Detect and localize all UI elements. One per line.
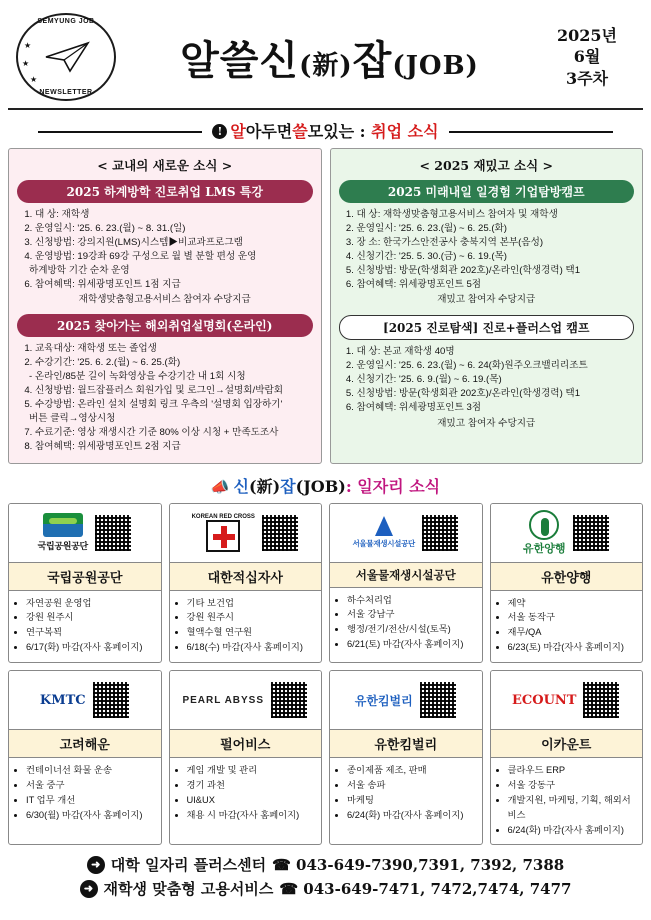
list-item: • 마케팅 xyxy=(347,793,476,808)
title-paren-2: (JOB) xyxy=(392,50,479,81)
list-item: • 종이제품 제조, 판매 xyxy=(347,763,476,778)
jobs-banner-2: 잡 xyxy=(280,476,296,496)
water-drop-logo-icon xyxy=(375,516,393,536)
list-item: • 자연공원 운영업 xyxy=(26,596,155,611)
qr-code-icon[interactable] xyxy=(419,681,457,719)
list-item: • 서울 동작구 xyxy=(508,610,637,625)
company-name: 국립공원공단 xyxy=(9,562,161,591)
company-logo xyxy=(170,671,322,729)
list-item: 3. 신청방법: 강의지원(LMS)시스템▶비교과프로그램 xyxy=(35,236,315,250)
list-item: 5. 신청방법: 방문(학생회관 202호)/온라인(학생경력) 택1 xyxy=(357,264,637,278)
job-cards-grid xyxy=(8,503,643,846)
company-name: 대한적십자사 xyxy=(170,562,322,591)
jobs-banner-paren-2: (JOB) xyxy=(295,476,346,496)
list-item: 5. 신청방법: 방문(학생회관 202호)/온라인(학생경력) 택1 xyxy=(357,387,637,401)
list-note: 버튼 클릭→영상시청 xyxy=(29,412,116,424)
list-item: 3. 장 소: 한국가스안전공사 충북지역 본부(음성) xyxy=(357,236,637,250)
title-main: 알쓸신 xyxy=(180,36,300,84)
issue-week: 3주차 xyxy=(565,68,609,88)
list-item: 1. 대 상: 재학생 xyxy=(35,208,315,222)
list-item: • 기타 보건업 xyxy=(187,596,316,611)
list-note: 하계방학 기간 순차 운영 xyxy=(29,264,130,276)
list-item: • 서울 송파 xyxy=(347,778,476,793)
star-icon: ★ xyxy=(22,59,30,68)
list-item: • 6/17(화) 마감(자사 홈페이지) xyxy=(26,640,155,655)
list-item: 2. 운영일시: '25. 6. 23.(월) ~ 6. 25.(화) xyxy=(357,222,637,236)
list-item: • 재무/QA xyxy=(508,625,637,640)
paper-plane-icon xyxy=(44,41,90,73)
qr-code-icon[interactable] xyxy=(92,681,130,719)
footer-phone-1: ☎ 043-649-7390,7391, 7392, 7388 xyxy=(272,855,565,874)
arrow-right-icon: ➜ xyxy=(80,880,98,898)
company-logo xyxy=(170,504,322,562)
job-card[interactable] xyxy=(490,503,644,664)
logo-label: 유한양행 xyxy=(522,542,566,555)
list-item: • 행정/전기/전산/시설(토목) xyxy=(347,622,476,637)
logo-label: KOREAN RED CROSS xyxy=(191,513,255,520)
company-name: 고려해운 xyxy=(9,729,161,758)
qr-code-icon[interactable] xyxy=(94,514,132,552)
arrow-right-icon: ➜ xyxy=(87,856,105,874)
job-card[interactable] xyxy=(490,670,644,845)
overseas-program-list xyxy=(15,342,315,453)
list-item: • UI&UX xyxy=(187,793,316,808)
list-item: • 서울 중구 xyxy=(26,778,155,793)
list-item: 4. 신청기간: '25. 5. 30.(금) ~ 6. 19.(목) xyxy=(357,250,637,264)
qr-code-icon[interactable] xyxy=(572,514,610,552)
lms-program-note: 재학생맞춤형고용서비스 참여자 수당지급 xyxy=(78,294,251,306)
jobs-banner-3: : 일자리 소식 xyxy=(345,476,441,496)
list-item: 1. 교육대상: 재학생 또는 졸업생 xyxy=(35,342,315,356)
list-item: • 6/30(월) 마감(자사 홈페이지) xyxy=(26,808,155,823)
company-logo xyxy=(491,671,643,729)
company-logo xyxy=(330,504,482,562)
qr-code-icon[interactable] xyxy=(421,514,459,552)
company-tour-title: 2025 미래내일 일경험 기업탐방캠프 xyxy=(339,180,635,203)
list-item: 6. 참여혜택: 위세광명포인트 3점 xyxy=(357,401,637,415)
header xyxy=(8,6,643,110)
title-mid: 잡 xyxy=(352,36,393,84)
career-camp-note: 재밌고 참여자 수당지급 xyxy=(437,417,536,429)
company-tour-list xyxy=(337,208,637,291)
list-item: • 서울 강남구 xyxy=(347,607,476,622)
list-item: 6. 참여혜택: 위세광명포인트 5점 xyxy=(357,278,637,292)
kmtc-logo-icon: KMTC xyxy=(39,692,86,708)
career-camp-list xyxy=(337,345,637,415)
list-item: • 강원 원주시 xyxy=(187,610,316,625)
list-item: 2. 수강기간: '25. 6. 2.(월) ~ 6. 25.(화) xyxy=(35,356,315,370)
list-item: 4. 신청기간: '25. 6. 9.(월) ~ 6. 19.(목) xyxy=(357,373,637,387)
job-card[interactable] xyxy=(169,503,323,664)
list-item: • 개발지원, 마케팅, 기획, 해외서비스 xyxy=(508,793,637,823)
footer-contacts xyxy=(8,854,643,899)
list-note: - 온라인/85분 길이 녹화영상을 수강기간 내 1회 시청 xyxy=(29,371,246,383)
section-banner-employment xyxy=(8,119,643,142)
footer-line-2 xyxy=(8,878,643,899)
lms-program-title: 2025 하계방학 진로취업 LMS 특강 xyxy=(17,180,313,203)
qr-code-icon[interactable] xyxy=(261,514,299,552)
footer-phone-2: ☎ 043-649-7471, 7472,7474, 7477 xyxy=(279,879,572,898)
issue-date xyxy=(531,25,643,90)
list-item: • 클라우드 ERP xyxy=(508,763,637,778)
news-panels xyxy=(8,148,643,464)
section-banner-jobs xyxy=(8,474,643,497)
issue-year: 2025년 xyxy=(557,25,617,45)
star-icon: ★ xyxy=(24,41,32,50)
company-name: 유한킴벌리 xyxy=(330,729,482,758)
job-card[interactable] xyxy=(329,670,483,845)
banner-4: 취업 소식 xyxy=(371,122,439,141)
company-name: 이카운트 xyxy=(491,729,643,758)
list-item: • 하수처리업 xyxy=(347,593,476,608)
list-item: 1. 대 상: 본교 재학생 40명 xyxy=(357,345,637,359)
job-card[interactable] xyxy=(8,503,162,664)
list-item: • 연구복꾁 xyxy=(26,625,155,640)
list-item: • 6/21(토) 마감(자사 홈페이지) xyxy=(347,637,476,652)
overseas-program-title: 2025 찾아가는 해외취업설명회(온라인) xyxy=(17,314,313,337)
job-card[interactable] xyxy=(329,503,483,664)
panel-campus-news xyxy=(8,148,322,464)
company-logo xyxy=(330,671,482,729)
banner-3: 모있는 : xyxy=(307,122,366,141)
list-item: • 채용 시 마감(자사 홈페이지) xyxy=(187,808,316,823)
title-paren-1: (新) xyxy=(299,50,353,81)
company-name: 서울물재생시설공단 xyxy=(330,562,482,588)
company-logo xyxy=(9,671,161,729)
megaphone-icon: 📣 xyxy=(210,477,230,496)
career-camp-title: [2025 진로탐색] 진로+플러스업 캠프 xyxy=(339,315,635,340)
company-name: 펄어비스 xyxy=(170,729,322,758)
logo xyxy=(8,7,128,107)
list-item: 7. 수료기준: 영상 재생시간 기준 80% 이상 시청 + 만족도조사 xyxy=(35,426,315,440)
list-item: • IT 업무 개선 xyxy=(26,793,155,808)
list-item: 4. 운영방법: 19강좌 69강 구성으로 월 별 분할 편성 운영 xyxy=(35,250,315,264)
lms-program-list xyxy=(15,208,315,291)
banner-2: 쓸 xyxy=(292,122,308,141)
list-item: 5. 수강방법: 온라인 설치 설명회 링크 우측의 '설명회 입장하기' xyxy=(35,398,315,412)
ecount-logo-icon: ECOUNT xyxy=(512,692,577,708)
company-tour-note: 재밌고 참여자 수당지급 xyxy=(437,294,536,306)
list-item: • 6/24(화) 마감(자사 홈페이지) xyxy=(508,823,637,838)
footer-line-1 xyxy=(8,854,643,875)
logo-bottom-text: NEWSLETTER xyxy=(39,89,93,96)
logo-label: 서울물재생시설공단 xyxy=(352,539,415,549)
company-logo xyxy=(491,504,643,562)
panel-jaemitgo-news xyxy=(330,148,644,464)
list-item: 1. 대 상: 재학생맞춤형고용서비스 참여자 및 재학생 xyxy=(357,208,637,222)
list-item: • 게임 개발 및 관리 xyxy=(187,763,316,778)
jobs-banner-1: 신 xyxy=(233,476,250,496)
star-icon: ★ xyxy=(30,75,38,84)
list-item: 4. 신청방법: 월드잡플러스 회원가입 및 로그인→설명회/박람회 xyxy=(35,384,315,398)
company-name: 유한양행 xyxy=(491,562,643,591)
list-item: • 6/24(화) 마감(자사 홈페이지) xyxy=(347,808,476,823)
issue-month: 6월 xyxy=(573,47,601,67)
footer-label-2: 재학생 맞춤형 고용서비스 xyxy=(103,880,274,899)
national-park-logo-icon xyxy=(43,513,83,537)
list-item: 2. 운영일시: '25. 6. 23.(월) ~ 6. 24(화)원주오크밸리리조트 xyxy=(357,359,637,373)
list-item: • 6/23(토) 마감(자사 홈페이지) xyxy=(508,640,637,655)
panel-jaemitgo-heading: < 2025 재밌고 소식 > xyxy=(419,158,554,173)
banner-1: 아두면 xyxy=(245,122,293,141)
list-item: • 서울 강동구 xyxy=(508,778,637,793)
exclamation-icon: ! xyxy=(212,124,227,139)
qr-code-icon[interactable] xyxy=(270,681,308,719)
list-item: • 컨테이너선 화물 운송 xyxy=(26,763,155,778)
job-card[interactable] xyxy=(169,670,323,845)
logo-top-text: SEMYUNG JOB xyxy=(37,18,95,25)
list-item: • 6/18(수) 마감(자사 홈페이지) xyxy=(187,640,316,655)
list-item: • 혈액수혈 연구원 xyxy=(187,625,316,640)
list-item: • 제약 xyxy=(508,596,637,611)
company-logo xyxy=(9,504,161,562)
jobs-banner-paren-1: (新) xyxy=(249,476,281,496)
list-item: • 경기 과천 xyxy=(187,778,316,793)
logo-label: 국립공원공단 xyxy=(37,541,88,552)
banner-pre: 알 xyxy=(230,122,246,141)
panel-campus-heading: < 교내의 새로운 소식 > xyxy=(97,158,233,173)
red-cross-logo-icon xyxy=(206,520,240,552)
qr-code-icon[interactable] xyxy=(582,681,620,719)
list-item: 8. 참여혜택: 위세광명포인트 2점 지급 xyxy=(35,440,315,454)
yuhan-kimberly-logo-icon: 유한킴벌리 xyxy=(354,693,413,708)
list-item: 6. 참여혜택: 위세광명포인트 1점 지급 xyxy=(35,278,315,292)
footer-label-1: 대학 일자리 플러스센터 xyxy=(110,856,267,875)
pearlabyss-logo-icon: PEARL ABYSS xyxy=(182,694,265,706)
page-title xyxy=(128,29,531,86)
job-card[interactable] xyxy=(8,670,162,845)
list-item: 2. 운영일시: '25. 6. 23.(월) ~ 8. 31.(일) xyxy=(35,222,315,236)
yuhan-tree-logo-icon xyxy=(529,510,559,540)
list-item: • 강원 원주시 xyxy=(26,610,155,625)
